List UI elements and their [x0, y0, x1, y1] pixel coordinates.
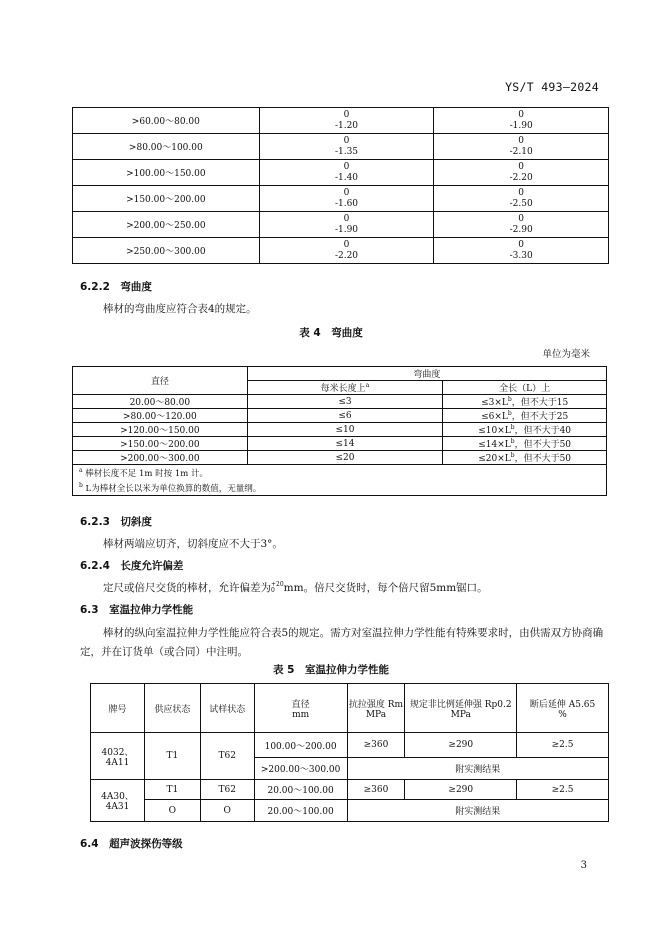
range-cell: >200.00～250.00 — [73, 212, 260, 238]
per-meter-cell: ≤10 — [247, 423, 443, 437]
diameter-cell: >120.00～150.00 — [73, 423, 248, 437]
diameter-cell: >80.00～120.00 — [73, 409, 248, 423]
full-length-cell: $\le 10\times L^b$，但不大于40 — [443, 423, 607, 437]
range-cell: >80.00～100.00 — [73, 134, 260, 160]
table5-measured-cell: 附实测结果 — [347, 800, 608, 822]
diameter-cell: >150.00～200.00 — [73, 437, 248, 451]
table5-sample-cell: T62 — [200, 780, 254, 800]
table5-rm-cell: ≥360 — [347, 780, 405, 800]
table4-header-full-length: 全长（L）上 — [443, 381, 607, 395]
table-row — [73, 212, 609, 238]
table5-header-supply: 供应状态 — [144, 684, 200, 733]
standard-number: YS/T 493—2024 — [505, 80, 599, 94]
table5-tensile — [90, 683, 609, 822]
table-row — [73, 409, 607, 423]
tolerance-cell: 0 -1.35 — [259, 134, 434, 160]
table5-diameter-cell: 20.00～100.00 — [254, 780, 347, 800]
section-6-2-4-heading: 6.2.4 长度允许偏差 — [80, 560, 184, 572]
section-6-2-2-heading: 6.2.2 弯曲度 — [80, 281, 152, 293]
tolerance-cell: 0 -2.50 — [434, 186, 609, 212]
full-length-cell: $\le 6\times L^b$，但不大于25 — [443, 409, 607, 423]
table-row — [73, 451, 607, 465]
table5-rp-cell: ≥290 — [405, 780, 517, 800]
full-length-cell: $\le 3\times L^b$，但不大于15 — [443, 395, 607, 409]
section-6-3-heading: 6.3 室温拉伸力学性能 — [80, 604, 194, 616]
tolerance-cell: 0 -1.90 — [434, 108, 609, 134]
tolerance-cell: 0 -3.30 — [434, 238, 609, 264]
section-6-3-text: 棒材的纵向室温拉伸力学性能应符合表5的规定。需方对室温拉伸力学性能有特殊要求时，由供需双方协商确定，并在订货单（或合同）中注明。 — [80, 627, 604, 658]
table5-diameter-cell: >200.00～300.00 — [254, 758, 347, 780]
range-cell: >60.00～80.00 — [73, 108, 260, 134]
per-meter-cell: ≤20 — [247, 451, 443, 465]
table-row — [73, 108, 609, 134]
table5-rp-cell: ≥290 — [405, 733, 517, 758]
table5-diameter-cell: 20.00～100.00 — [254, 800, 347, 822]
table5-supply-cell: T1 — [144, 780, 200, 800]
table4-unit: 单位为毫米 — [542, 349, 590, 360]
table5-measured-cell: 附实测结果 — [347, 758, 608, 780]
table5-sample-cell: O — [200, 800, 254, 822]
tolerance-cell: 0 -1.60 — [259, 186, 434, 212]
table5-supply-cell: O — [144, 800, 200, 822]
table4-notes — [73, 465, 607, 496]
page-number: 3 — [580, 860, 587, 871]
table4-header-bend: 弯曲度 — [247, 367, 606, 381]
diameter-cell: 20.00～80.00 — [73, 395, 248, 409]
table-row — [73, 134, 609, 160]
table-row — [73, 186, 609, 212]
table5-supply-cell: T1 — [144, 733, 200, 780]
table5-header-sample: 试样状态 — [200, 684, 254, 733]
section-6-2-3-heading: 6.2.3 切斜度 — [80, 516, 152, 528]
section-6-4-heading: 6.4 超声波探伤等级 — [80, 838, 183, 850]
table4-note-b: $^b$ L为棒材全长以米为单位换算的数值，无量纲。 — [79, 481, 262, 494]
table5-caption: 表 5 室温拉伸力学性能 — [273, 664, 389, 676]
table5-diameter-cell: 100.00～200.00 — [254, 733, 347, 758]
per-meter-cell: ≤14 — [247, 437, 443, 451]
tolerance-cell: 0 -2.90 — [434, 212, 609, 238]
table4-header-diameter: 直径 — [73, 367, 248, 395]
table5-grade-4a30: 4A30、4A31 — [91, 780, 145, 822]
full-length-cell: $\le 14\times L^b$，但不大于50 — [443, 437, 607, 451]
range-cell: >250.00～300.00 — [73, 238, 260, 264]
table4-header-per-meter: 每米长度上$^a$ — [247, 381, 443, 395]
table-row — [73, 423, 607, 437]
table-row — [73, 395, 607, 409]
tolerance-table-continued — [72, 107, 609, 264]
table-row — [73, 238, 609, 264]
full-length-cell: $\le 20\times L^b$，但不大于50 — [443, 451, 607, 465]
per-meter-cell: ≤3 — [247, 395, 443, 409]
table5-a-cell: ≥2.5 — [517, 733, 609, 758]
table5-header-diameter: 直径 mm — [254, 684, 347, 733]
table4-caption: 表 4 弯曲度 — [299, 327, 363, 339]
table5-rm-cell: ≥360 — [347, 733, 405, 758]
section-6-2-2-text: 棒材的弯曲度应符合表4的规定。 — [103, 303, 257, 315]
tolerance-cell: 0 -1.40 — [259, 160, 434, 186]
per-meter-cell: ≤6 — [247, 409, 443, 423]
table5-header-a: 断后延伸 A5.65 % — [517, 684, 609, 733]
table-row — [73, 437, 607, 451]
tolerance-cell: 0 -1.90 — [259, 212, 434, 238]
table5-grade-4032: 4032、4A11 — [91, 733, 145, 780]
tolerance-cell: 0 -2.20 — [434, 160, 609, 186]
table4-note-a: $^a$ 棒材长度不足 1m 时按 1m 计。 — [79, 467, 209, 479]
tolerance-cell: 0 -1.20 — [259, 108, 434, 134]
diameter-cell: >200.00～300.00 — [73, 451, 248, 465]
table5-sample-cell: T62 — [200, 733, 254, 780]
table5-header-grade: 牌号 — [91, 684, 145, 733]
range-cell: >150.00～200.00 — [73, 186, 260, 212]
table-row — [73, 160, 609, 186]
tolerance-cell: 0 -2.10 — [434, 134, 609, 160]
table5-header-rm: 抗拉强度 Rm MPa — [347, 684, 405, 733]
table5-a-cell: ≥2.5 — [517, 780, 609, 800]
tolerance-cell: 0 -2.20 — [259, 238, 434, 264]
table4-bending — [72, 366, 607, 496]
section-6-2-3-text: 棒材两端应切齐，切斜度应不大于3°。 — [103, 538, 283, 550]
range-cell: >100.00～150.00 — [73, 160, 260, 186]
section-6-2-4-text: 定尺或倍尺交货的棒材，允许偏差为 +20 0 mm。倍尺交货时，每个倍尺留5mm锯口。 — [103, 581, 488, 594]
table5-header-rp: 规定非比例延伸强 Rp0.2 MPa — [405, 684, 517, 733]
